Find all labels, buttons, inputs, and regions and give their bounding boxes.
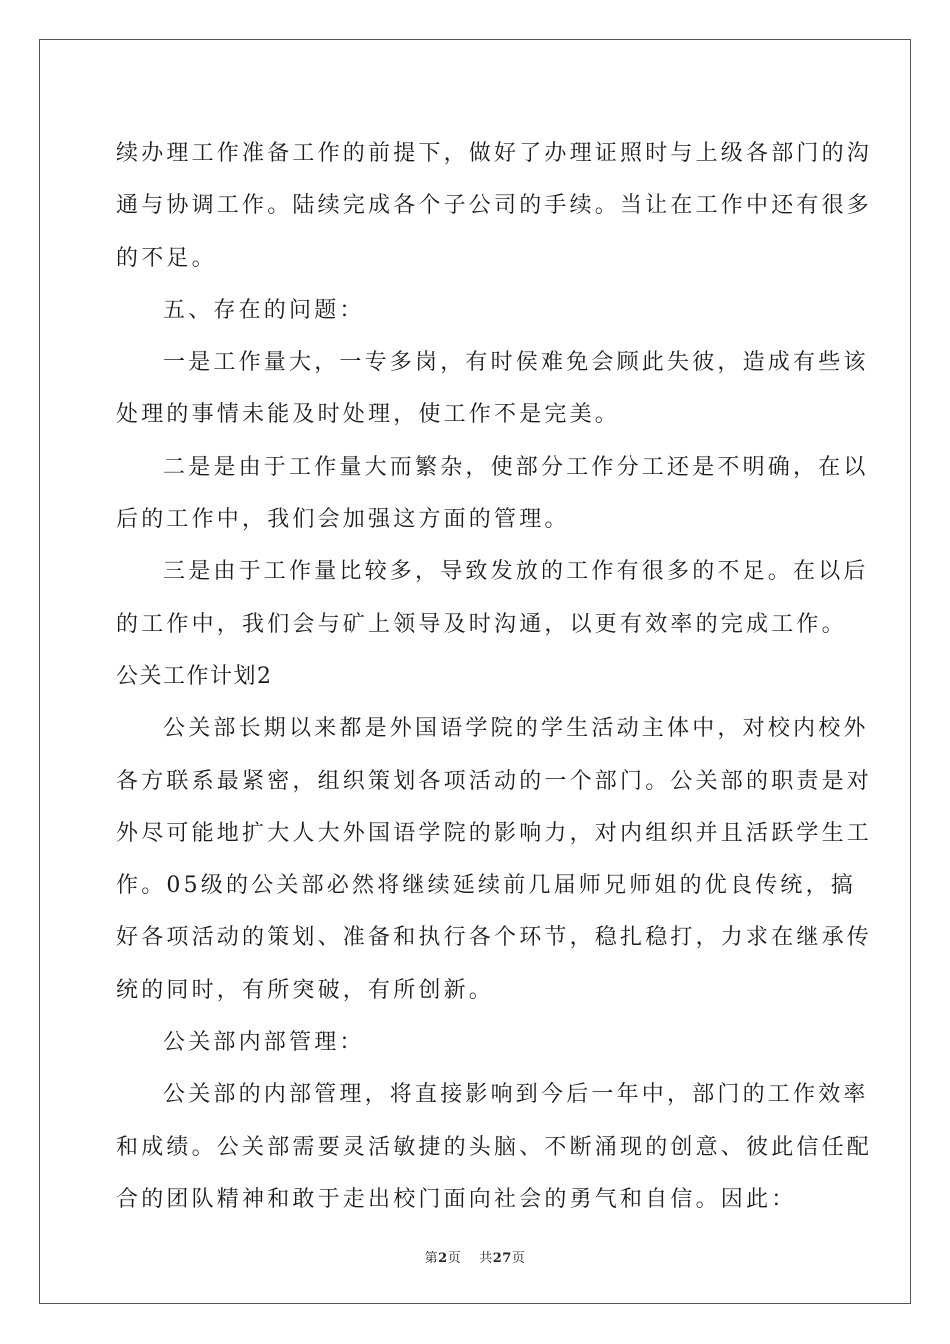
text-line: 的工作中，我们会与矿上领导及时沟通，以更有效率的完成工作。: [116, 611, 847, 637]
text-line: 外尽可能地扩大人大外国语学院的影响力，对内组织并且活跃学生工: [116, 820, 873, 846]
section-heading: 公关部内部管理：: [163, 1030, 365, 1056]
text-line: 好各项活动的策划、准备和执行各个环节，稳扎稳打，力求在继承传: [116, 925, 873, 951]
text-line: 通与协调工作。陆续完成各个子公司的手续。当让在工作中还有很多: [116, 193, 873, 219]
page-total: 27: [492, 1251, 512, 1266]
total-suffix: 页: [511, 1251, 526, 1266]
document-title: 公关工作计划2: [116, 663, 273, 689]
document-body: [116, 128, 873, 1226]
total-prefix: 共: [479, 1251, 493, 1266]
page-footer: [0, 1247, 950, 1266]
text-line: 三是由于工作量比较多，导致发放的工作有很多的不足。在以后: [163, 559, 869, 585]
text-line: 统的同时，有所突破，有所创新。: [116, 977, 495, 1003]
text-line: 后的工作中，我们会加强这方面的管理。: [116, 507, 570, 533]
text-line: 和成绩。公关部需要灵活敏捷的头脑、不断涌现的创意、彼此信任配: [116, 1134, 873, 1160]
text-line: 续办理工作准备工作的前提下，做好了办理证照时与上级各部门的沟: [116, 141, 873, 166]
page-current: 2: [438, 1251, 448, 1266]
text-line: 二是是由于工作量大而繁杂，使部分工作分工还是不明确，在以: [163, 454, 869, 480]
text-line: 合的团队精神和敢于走出校门面向社会的勇气和自信。因此：: [116, 1186, 797, 1212]
text-line: 的不足。: [116, 245, 217, 271]
text-line: 作。05级的公关部必然将继续延续前几届师兄师姐的优良传统，搞: [116, 873, 856, 899]
text-line: 一是工作量大，一专多岗，有时侯难免会顾此失彼，造成有些该: [163, 350, 869, 376]
text-line: 各方联系最紧密，组织策划各项活动的一个部门。公关部的职责是对: [116, 768, 873, 794]
page-suffix: 页: [447, 1251, 462, 1266]
text-line: 处理的事情未能及时处理，使工作不是完美。: [116, 402, 621, 428]
text-line: 公关部的内部管理，将直接影响到今后一年中，部门的工作效率: [163, 1082, 869, 1108]
page-prefix: 第: [424, 1251, 439, 1266]
section-heading: 五、存在的问题：: [163, 297, 365, 323]
text-line: 公关部长期以来都是外国语学院的学生活动主体中，对校内校外: [163, 716, 869, 742]
